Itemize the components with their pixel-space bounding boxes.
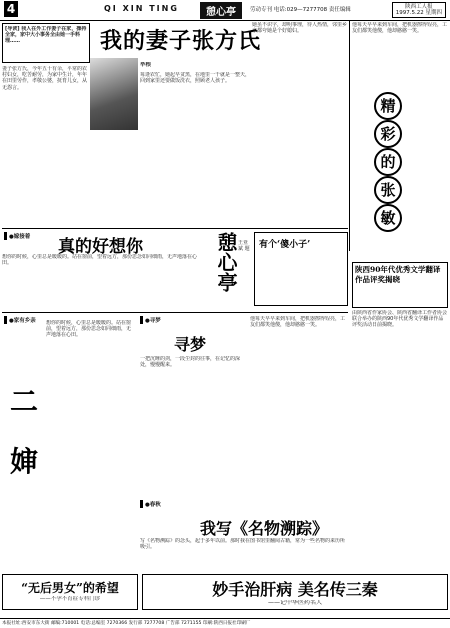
badge-second-aunt: ●家有乡亲 xyxy=(4,316,36,324)
search-body: 一把沉睡的剑，一段尘封的往事，在记忆的深处，慢慢醒来。 xyxy=(140,356,241,369)
circle-char-1: 精 xyxy=(374,92,402,120)
middle-right-text: 他每天早早来到车间，把机器擦得锃亮，工友们都笑他傻，他却憨憨一笑。 xyxy=(250,316,346,329)
section-divider xyxy=(2,228,348,229)
ad-right-title: 妙手治肝病 美名传三秦 xyxy=(212,580,378,599)
article-title-shaanxi: 陕西90年代优秀文学翻译作品评奖揭晓 xyxy=(355,265,441,284)
shaanxi-award-body: 由陕西省作家协会、陕西省翻译工作者协会联合举办的陕西90年代优秀文学翻译作品评奖活动日前揭晓。 xyxy=(352,310,448,329)
circle-char-2: 彩 xyxy=(374,120,402,148)
calligraphy-logo: 憩心亭 xyxy=(214,232,238,292)
article-body-right: 她虽不识字，却明事理，待人热情，邻里乡亲都夸她是个好媳妇。 xyxy=(252,22,348,35)
lead-box xyxy=(2,23,90,63)
circle-char-4: 张 xyxy=(374,176,402,204)
page-header xyxy=(0,0,450,21)
article-title-famous: 我写《名物溯踪》 xyxy=(200,519,329,538)
ad-right xyxy=(142,574,448,610)
right-column-text: 他每天早早来到车间，把机器擦得锃亮，工友们都笑他傻，他却憨憨一笑。 xyxy=(352,22,448,35)
second-aunt-body: 想你的时候，心里总是暖暖的。站在窗前，望着远方，那份思念如同细雨，无声地落在心田。 xyxy=(46,320,132,339)
badge-famous: ●春秋 xyxy=(140,500,161,508)
calligraphy-caption: 王亚斌 题 xyxy=(238,240,250,253)
article-author: 毕根 xyxy=(140,62,152,68)
article-body-left: 妻子张方氏，今年五十有余，平常的农村妇女，吃苦耐劳，为家中生计，年年在田里劳作，孝敬公婆，抚育儿女，从无怨言。 xyxy=(2,66,88,91)
header-paper-box xyxy=(392,2,446,18)
good-fortune-body: 想你的时候，心里总是暖暖的。站在窗前，望着远方，那份思念如同细雨，无声地落在心田。 xyxy=(2,254,198,267)
youfuyi-box xyxy=(254,232,348,306)
article-title-search: 寻梦 xyxy=(174,335,207,354)
author-photo xyxy=(90,58,138,130)
section-divider-2 xyxy=(2,312,348,313)
article-body-mid: 每逢农忙，她起早贪黑，在地里一干就是一整天，回到家里还要做饭洗衣，照顾老人孩子。 xyxy=(140,72,250,85)
paper-name: 陕西工人报 xyxy=(405,4,433,10)
column-divider xyxy=(349,21,350,251)
badge-search: ●寻梦 xyxy=(140,316,161,324)
header-brand: 憩心亭 xyxy=(200,2,242,19)
page-footer: 本报社址:西安市东大街 邮编:710001 电话:总编室 7270366 发行部 7277708 广告部 7271155 印刷:陕西日报社印刷厂 xyxy=(0,618,450,628)
shaanxi-award-box xyxy=(352,262,448,308)
ad-left-title: “无后男女”的希望 xyxy=(21,581,119,595)
column-title-ge: 二 xyxy=(10,385,39,418)
lead-text: [导读] 我人在外工作妻子在家，操持全家，家中大小事务全由她一手料理…… xyxy=(5,26,87,45)
column-title-shen: 婶 xyxy=(10,445,39,478)
circle-char-5: 敏 xyxy=(374,204,402,232)
ad-left-sub: ——不孕不育症专科门诊 xyxy=(39,596,101,602)
article-title-good-fortune: 真的好想你 xyxy=(58,237,143,257)
badge-good-fortune: ●嫁接着 xyxy=(4,232,30,240)
page-number: 4 xyxy=(4,1,18,17)
header-pinyin: QI XIN TING xyxy=(104,4,179,13)
ad-left xyxy=(2,574,138,610)
famous-body: 写《名物溯踪》的念头，起于多年以前。那时我在图书馆里翻阅古籍，常为一些名物的来历所吸引。 xyxy=(140,538,346,551)
paper-date: 1997.5.22 星期四 xyxy=(395,10,442,16)
article-title-youfuyi: 有个‘傻小子’ xyxy=(259,240,311,250)
ad-right-sub: ——记中华医药名人 xyxy=(267,600,322,606)
header-info: 劳动专刊 电话:029—7277708 责任编辑 xyxy=(250,7,351,13)
article-title-wife: 我的妻子张方氏 xyxy=(100,28,262,54)
circle-char-3: 的 xyxy=(374,148,402,176)
